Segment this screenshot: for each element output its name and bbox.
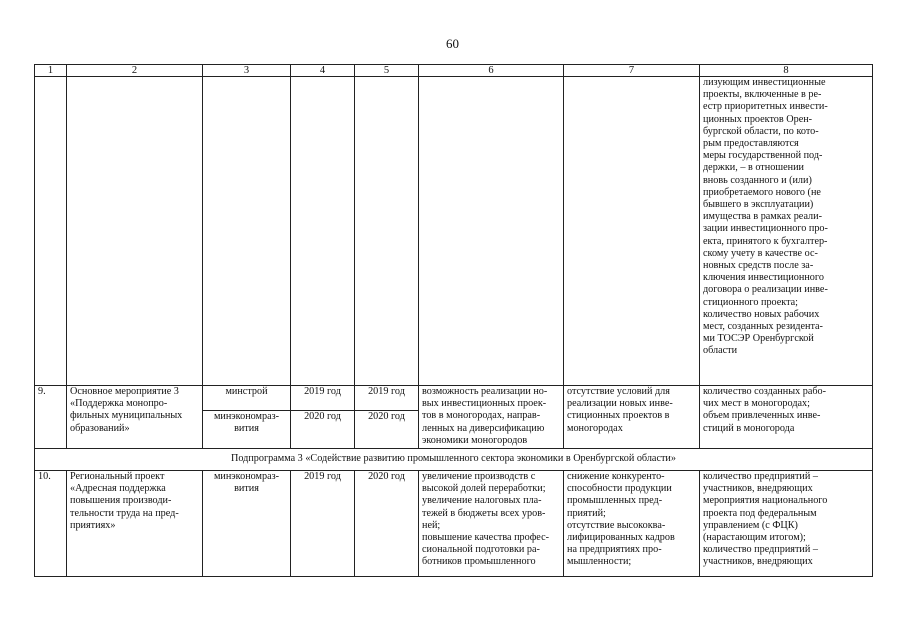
table-row: [35, 77, 873, 386]
start-year-cell: 2020 год: [291, 411, 355, 449]
executor-cell: минстрой: [203, 386, 291, 411]
header-cell: 3: [203, 65, 291, 77]
header-cell: 7: [564, 65, 700, 77]
consequence-cell: снижение конкуренто- способности продукции промышленных пред- приятий; отсутствие высококва- лифицированных кадров на предприятиях про- мышленности;: [564, 471, 700, 577]
table-cell: [355, 77, 419, 386]
start-year-cell: 2019 год: [291, 471, 355, 577]
header-cell: 4: [291, 65, 355, 77]
table-cell: [35, 77, 67, 386]
row-number: 9.: [35, 386, 67, 449]
executor-cell: минэкономраз- вития: [203, 411, 291, 449]
row-number: 10.: [35, 471, 67, 577]
table-cell: [564, 77, 700, 386]
subprogram-row: [35, 449, 873, 471]
executor-cell: минэкономраз- вития: [203, 471, 291, 577]
start-year-cell: 2019 год: [291, 386, 355, 411]
table-row: [35, 386, 873, 411]
indicators-cell: количество созданных рабо- чих мест в моногородах; объем привлеченных инве- стиций в моногорода: [700, 386, 873, 449]
result-cell: увеличение производств с высокой долей переработки; увеличение налоговых пла- тежей в бюджеты всех уров- ней; повышение качества профес- сиональной подготовки ра- ботников промышленного: [419, 471, 564, 577]
table-cell: [291, 77, 355, 386]
measure-name: Основное мероприятие 3 «Поддержка монопро- фильных муниципальных образований»: [67, 386, 203, 449]
header-cell: 8: [700, 65, 873, 77]
header-cell: 5: [355, 65, 419, 77]
end-year-cell: 2020 год: [355, 471, 419, 577]
table-row: [35, 471, 873, 577]
header-row: [35, 65, 873, 77]
table-cell: [419, 77, 564, 386]
header-cell: 2: [67, 65, 203, 77]
page-number: 60: [446, 36, 459, 51]
subprogram-title: Подпрограмма 3 «Содействие развитию промышленного сектора экономики в Оренбургской области»: [35, 449, 873, 471]
program-table: [34, 64, 873, 577]
table-cell: [67, 77, 203, 386]
header-cell: 1: [35, 65, 67, 77]
measure-name: Региональный проект «Адресная поддержка повышения производи- тельности труда на пред- приятиях»: [67, 471, 203, 577]
header-cell: 6: [419, 65, 564, 77]
indicators-cell: количество предприятий – участников, внедряющих мероприятия национального проекта под федеральным управлением (с ФЦК) (нарастающим итогом); количество предприятий – участников, внедряющих: [700, 471, 873, 577]
consequence-cell: отсутствие условий для реализации новых инве- стиционных проектов в моногородах: [564, 386, 700, 449]
result-cell: возможность реализации но- вых инвестиционных проек- тов в моногородах, направ- ленных на диверсификацию экономики моногородов: [419, 386, 564, 449]
indicators-cell: лизующим инвестиционные проекты, включенные в ре- естр приоритетных инвести- ционных проектов Орен- бургской области, по кото- рым предоставляются меры государственной под- держки, – в отношении вновь созданного и (или) приобретаемого нового (не бывшего в эксплуатации) имущества в рамках реали- зации инвестиционного про- екта, принятого к бухгалтер- скому учету в качестве ос- новных средств после за- ключения инвестиционного договора о реализации инве- стиционного проекта; количество новых рабочих мест, созданных резидента- ми ТОСЭР Оренбургской области: [700, 77, 873, 386]
table-cell: [203, 77, 291, 386]
end-year-cell: 2020 год: [355, 411, 419, 449]
end-year-cell: 2019 год: [355, 386, 419, 411]
